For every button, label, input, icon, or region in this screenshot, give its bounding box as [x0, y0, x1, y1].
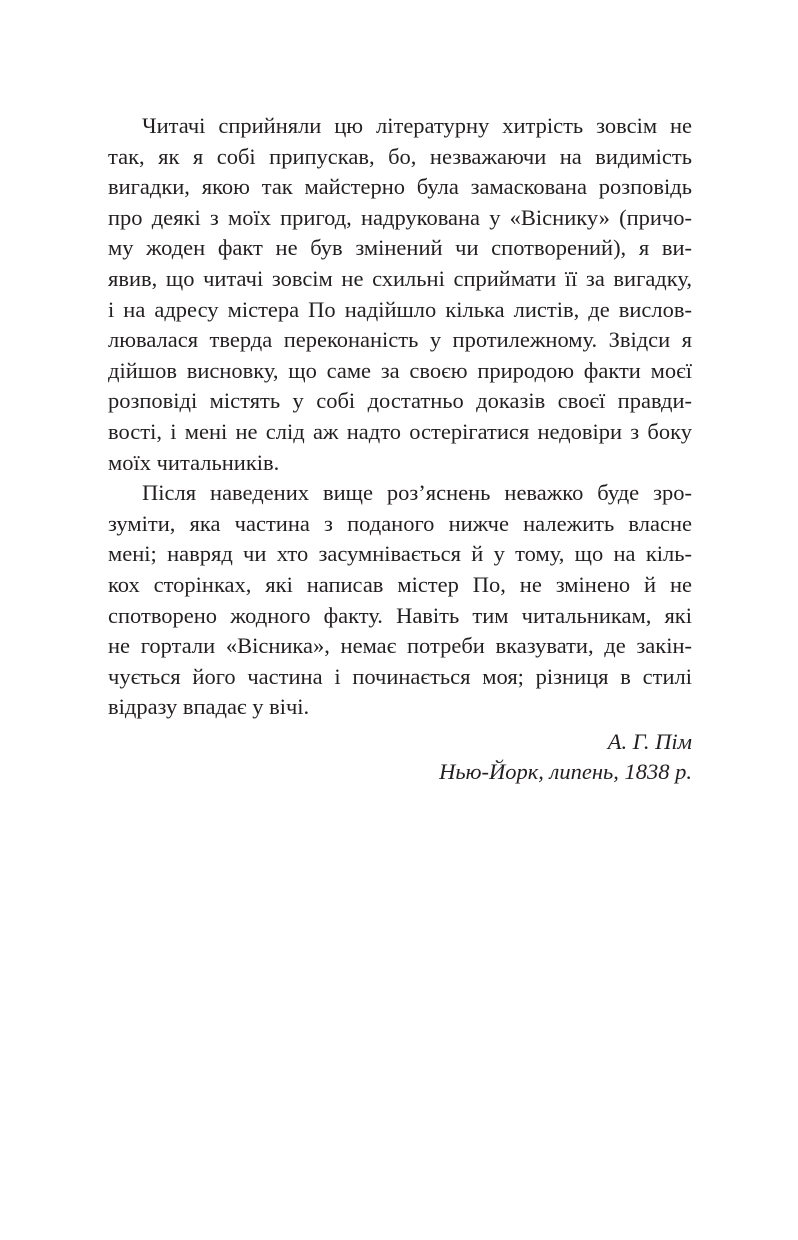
text-line: му жоден факт не був змінений чи спотворений), я ви-: [108, 235, 692, 261]
text-line: вості, і мені не слід аж надто остерігатися недовіри з боку: [108, 418, 692, 444]
text-line: про деякі з моїх пригод, надрукована у «Віснику» (причо-: [108, 204, 692, 230]
text-line: мені; навряд чи хто засумнівається й у тому, що на кіль-: [108, 541, 692, 567]
paragraph-1: [108, 111, 692, 478]
text-line: зуміти, яка частина з поданого нижче належить власне: [108, 510, 692, 536]
text-line: розповіді містять у собі достатньо доказів своєї правди-: [108, 388, 692, 414]
text-line: не гортали «Вісника», немає потреби вказувати, де закін-: [108, 633, 692, 659]
text-line: і на адресу містера По надійшло кілька листів, де вислов-: [108, 296, 692, 322]
text-line: Після наведених вище роз’яснень неважко буде зро-: [142, 480, 692, 506]
text-line: кох сторінках, які написав містер По, не змінено й не: [108, 571, 692, 597]
signature-block: [192, 727, 692, 787]
text-line: спотворено жодного факту. Навіть тим читальникам, які: [108, 602, 692, 628]
author-signature: А. Г. Пім: [607, 729, 692, 754]
text-line: чується його частина і починається моя; різниця в стилі: [108, 663, 692, 689]
text-line: так, як я собі припускав, бо, незважаючи на видимість: [108, 143, 692, 169]
text-line: Читачі сприйняли цю літературну хитрість зовсім не: [142, 113, 692, 138]
place-date: Нью-Йорк, липень, 1838 р.: [439, 759, 692, 784]
text-line: відразу впадає у вічі.: [108, 694, 310, 720]
body-text: [108, 111, 692, 723]
text-line: явив, що читачі зовсім не схильні сприймати її за вигадку,: [108, 265, 692, 291]
text-line: моїх читальників.: [108, 449, 280, 475]
text-line: лювалася тверда переконаність у протилежному. Звідси я: [108, 327, 692, 353]
text-line: дійшов висновку, що саме за своєю природою факти моєї: [108, 357, 692, 383]
text-line: вигадки, якою так майстерно була замаскована розповідь: [108, 174, 692, 200]
paragraph-2: [108, 478, 692, 723]
